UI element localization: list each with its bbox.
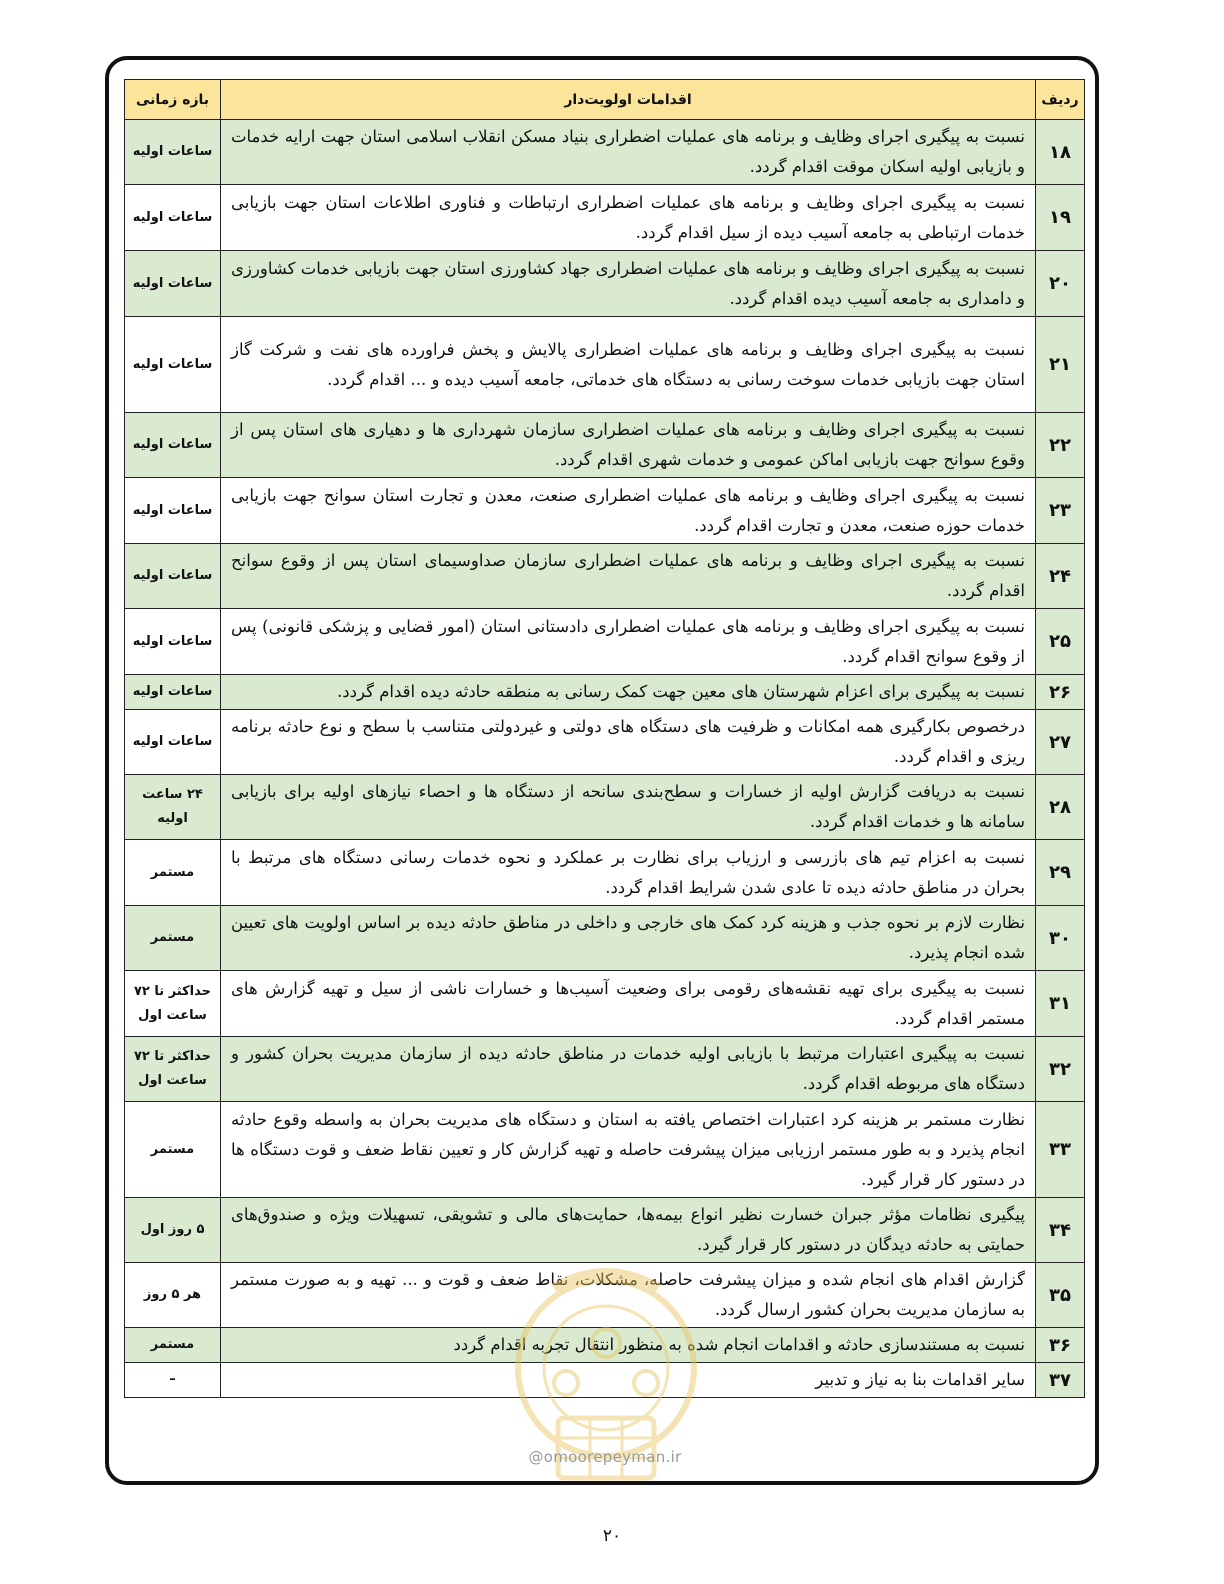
time-period: ساعات اولیه: [125, 317, 221, 413]
time-period: مستمر: [125, 1328, 221, 1363]
row-number: ۲۷: [1036, 710, 1085, 775]
time-period: ساعات اولیه: [125, 251, 221, 317]
action-text: نسبت به پیگیری اجرای وظایف و برنامه های عملیات اضطراری بنیاد مسکن انقلاب اسلامی استان جهت ارایه خدمات و بازیابی اولیه اسکان موقت اقدام گردد.: [221, 120, 1036, 185]
action-text: نسبت به پیگیری اجرای وظایف و برنامه های عملیات اضطراری سازمان شهرداری ها و دهیاری های استان پس از وقوع سوانح جهت بازیابی اماکن عمومی و خدمات شهری اقدام گردد.: [221, 413, 1036, 478]
time-period: هر ۵ روز: [125, 1263, 221, 1328]
row-number: ۳۳: [1036, 1102, 1085, 1198]
time-period: حداکثر تا ۷۲ ساعت اول: [125, 1037, 221, 1102]
row-number: ۳۲: [1036, 1037, 1085, 1102]
watermark-logo: [496, 1248, 716, 1518]
action-text: نظارت لازم بر نحوه جذب و هزینه کرد کمک های خارجی و داخلی در مناطق حادثه دیده بر اساس اولویت های تعیین شده انجام پذیرد.: [221, 906, 1036, 971]
action-text: نسبت به پیگیری برای اعزام شهرستان های معین جهت کمک رسانی به منطقه حادثه دیده اقدام گردد.: [221, 675, 1036, 710]
table-row: [125, 710, 1085, 775]
action-text: نسبت به پیگیری اجرای وظایف و برنامه های عملیات اضطراری صنعت، معدن و تجارت استان سوانح جهت بازیابی خدمات حوزه صنعت، معدن و تجارت اقدام گردد.: [221, 478, 1036, 544]
action-text: نظارت مستمر بر هزینه کرد اعتبارات اختصاص یافته به استان و دستگاه های مدیریت بحران به واسطه وقوع حادثه انجام پذیرد و به طور مستمر ارزیابی میزان پیشرفت حاصله و تهیه گزارش کار و تعیین نقاط ضعف و قوت دستگاه ها در دستور کار قرار گیرد.: [221, 1102, 1036, 1198]
table-row: [125, 1102, 1085, 1198]
time-period: ساعات اولیه: [125, 478, 221, 544]
row-number: ۲۰: [1036, 251, 1085, 317]
action-text: نسبت به پیگیری اجرای وظایف و برنامه های عملیات اضطراری ارتباطات و فناوری اطلاعات استان جهت بازیابی خدمات ارتباطی به جامعه آسیب دیده از سیل اقدام گردد.: [221, 185, 1036, 251]
header-row-number: ردیف: [1036, 80, 1085, 120]
watermark-url: @omoorepeyman.ir: [528, 1448, 682, 1466]
row-number: ۲۱: [1036, 317, 1085, 413]
row-number: ۳۷: [1036, 1363, 1085, 1398]
action-text: درخصوص بکارگیری همه امکانات و ظرفیت های دستگاه های دولتی و غیردولتی متناسب با سطح و نوع حادثه برنامه ریزی و اقدام گردد.: [221, 710, 1036, 775]
action-text: پیگیری نظامات مؤثر جبران خسارت نظیر انواع بیمه‌ها، حمایت‌های مالی و تشویقی، تسهیلات ویژه و صندوق‌های حمایتی به حادثه دیدگان در دستور کار قرار گیرد.: [221, 1198, 1036, 1263]
table-row: [125, 906, 1085, 971]
table-row: [125, 609, 1085, 675]
row-number: ۲۳: [1036, 478, 1085, 544]
row-number: ۲۲: [1036, 413, 1085, 478]
table-header-row: [125, 80, 1085, 120]
action-text: نسبت به اعزام تیم های بازرسی و ارزیاب برای نظارت بر عملکرد و نحوه خدمات رسانی دستگاه های مرتبط با بحران در مناطق حادثه دیده تا عادی شدن شرایط اقدام گردد.: [221, 840, 1036, 906]
time-period: ۵ روز اول: [125, 1198, 221, 1263]
row-number: ۲۸: [1036, 775, 1085, 840]
table-row: [125, 775, 1085, 840]
time-period: حداکثر تا ۷۲ ساعت اول: [125, 971, 221, 1037]
row-number: ۳۵: [1036, 1263, 1085, 1328]
page-number: ۲۰: [602, 1526, 622, 1546]
table-row: [125, 185, 1085, 251]
table-row: [125, 317, 1085, 413]
row-number: ۲۹: [1036, 840, 1085, 906]
time-period: مستمر: [125, 906, 221, 971]
action-text: نسبت به پیگیری اجرای وظایف و برنامه های عملیات اضطراری سازمان صداوسیمای استان پس از وقوع سوانح اقدام گردد.: [221, 544, 1036, 609]
action-text: نسبت به مستندسازی حادثه و اقدامات انجام شده به منظور انتقال تجربه اقدام گردد: [221, 1328, 1036, 1363]
table-row: [125, 840, 1085, 906]
row-number: ۱۹: [1036, 185, 1085, 251]
table-row: [125, 971, 1085, 1037]
time-period: ساعات اولیه: [125, 710, 221, 775]
header-actions: اقدامات اولویت‌دار: [221, 80, 1036, 120]
priority-actions-table: [124, 79, 1085, 1398]
action-text: نسبت به پیگیری اعتبارات مرتبط با بازیابی اولیه خدمات در مناطق حادثه دیده از سازمان مدیریت بحران کشور و دستگاه های مربوطه اقدام گردد.: [221, 1037, 1036, 1102]
action-text: سایر اقدامات بنا به نیاز و تدبیر: [221, 1363, 1036, 1398]
action-text: نسبت به پیگیری برای تهیه نقشه‌های رقومی برای وضعیت آسیب‌ها و خسارات ناشی از سیل و تهیه گزارش های مستمر اقدام گردد.: [221, 971, 1036, 1037]
action-text: نسبت به پیگیری اجرای وظایف و برنامه های عملیات اضطراری دادستانی استان (امور قضایی و پزشکی قانونی) پس از وقوع سوانح اقدام گردد.: [221, 609, 1036, 675]
table-row: [125, 544, 1085, 609]
table-row: [125, 413, 1085, 478]
row-number: ۳۴: [1036, 1198, 1085, 1263]
table-row: [125, 120, 1085, 185]
table-row: [125, 251, 1085, 317]
time-period: ساعات اولیه: [125, 544, 221, 609]
table-row: [125, 478, 1085, 544]
row-number: ۳۶: [1036, 1328, 1085, 1363]
time-period: ساعات اولیه: [125, 413, 221, 478]
action-text: نسبت به پیگیری اجرای وظایف و برنامه های عملیات اضطراری پالایش و پخش فراورده های نفت و شرکت گاز استان جهت بازیابی خدمات سوخت رسانی به دستگاه های خدماتی، جامعه آسیب دیده و ... اقدام گردد.: [221, 317, 1036, 413]
row-number: ۲۵: [1036, 609, 1085, 675]
time-period: ۲۴ ساعت اولیه: [125, 775, 221, 840]
table-row: [125, 675, 1085, 710]
row-number: ۱۸: [1036, 120, 1085, 185]
row-number: ۲۶: [1036, 675, 1085, 710]
time-period: مستمر: [125, 840, 221, 906]
action-text: نسبت به پیگیری اجرای وظایف و برنامه های عملیات اضطراری جهاد کشاورزی استان جهت بازیابی خدمات کشاورزی و دامداری به جامعه آسیب دیده اقدام گردد.: [221, 251, 1036, 317]
table-body: [125, 120, 1085, 1398]
time-period: ساعات اولیه: [125, 675, 221, 710]
time-period: ساعات اولیه: [125, 609, 221, 675]
time-period: ساعات اولیه: [125, 185, 221, 251]
time-period: مستمر: [125, 1102, 221, 1198]
row-number: ۳۰: [1036, 906, 1085, 971]
time-period: ساعات اولیه: [125, 120, 221, 185]
row-number: ۳۱: [1036, 971, 1085, 1037]
action-text: گزارش اقدام های انجام شده و میزان پیشرفت حاصله، مشکلات، نقاط ضعف و قوت و ... تهیه و به صورت مستمر به سازمان مدیریت بحران کشور ارسال گردد.: [221, 1263, 1036, 1328]
time-period: –: [125, 1363, 221, 1398]
action-text: نسبت به دریافت گزارش اولیه از خسارات و سطح‌بندی سانحه از دستگاه ها و احصاء نیازهای اولیه برای بازیابی سامانه ها و خدمات اقدام گردد.: [221, 775, 1036, 840]
row-number: ۲۴: [1036, 544, 1085, 609]
table-row: [125, 1037, 1085, 1102]
header-time-period: بازه زمانی: [125, 80, 221, 120]
